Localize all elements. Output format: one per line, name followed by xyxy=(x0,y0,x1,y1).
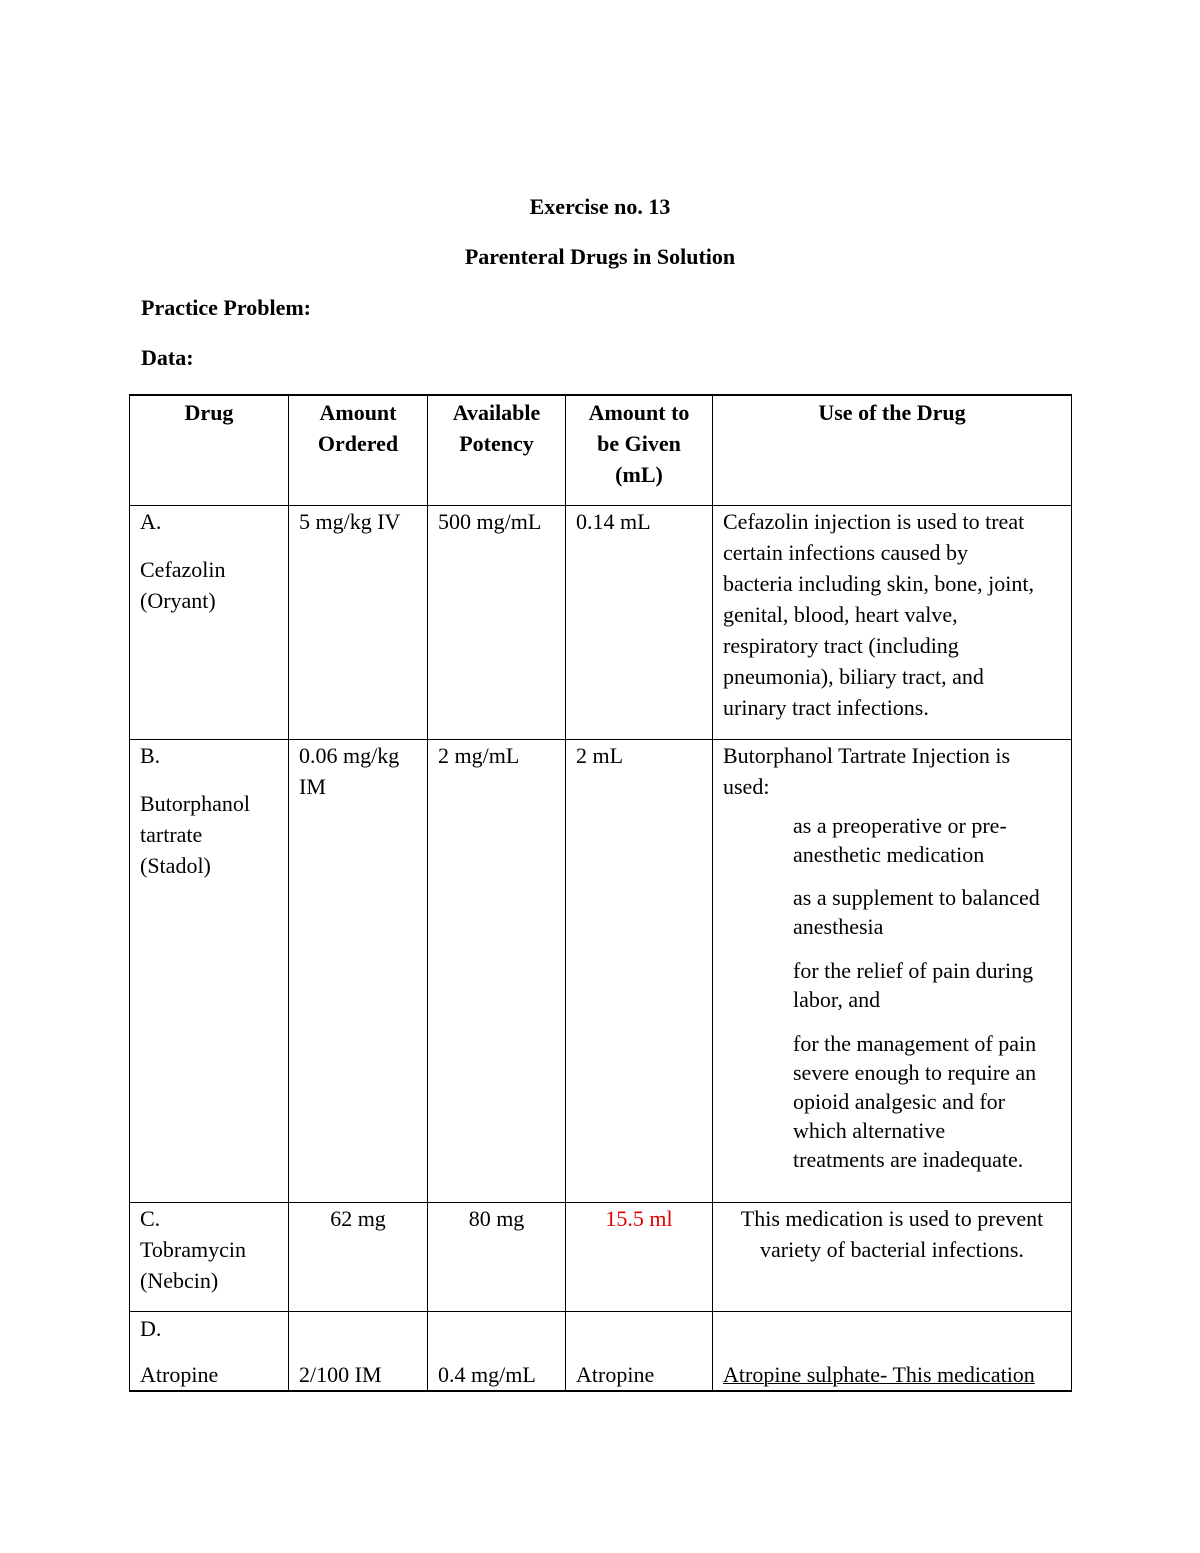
drug-cell: D. Atropine xyxy=(130,1311,289,1391)
amount-ordered-cell: 0.06 mg/kg IM xyxy=(289,739,428,1202)
use-cell: Butorphanol Tartrate Injection is used: as a preoperative or pre- anesthetic medication as a supplement to balanced anesthesia for the relief of pain during labor, and for the management of pain severe enough to require an opioid analgesic and for which alternative treatments are inadequate. xyxy=(713,739,1072,1202)
amount-given-cell: Atropine xyxy=(566,1311,713,1391)
use-cell: Atropine sulphate- This medication xyxy=(713,1311,1072,1391)
table-header-row xyxy=(130,395,1072,505)
exercise-title: Exercise no. 13 xyxy=(529,194,671,219)
amount-given-cell: 0.14 mL xyxy=(566,505,713,739)
use-list-item: for the management of pain severe enough to require an opioid analgesic and for which alternative treatments are inadequate. xyxy=(793,1030,1037,1172)
table-row xyxy=(130,1202,1072,1311)
amount-ordered-cell: 5 mg/kg IV xyxy=(289,505,428,739)
header-drug: Drug xyxy=(130,395,289,505)
header-available-potency: Available Potency xyxy=(428,395,566,505)
amount-ordered-cell: 62 mg xyxy=(289,1202,428,1311)
drug-data-table xyxy=(129,394,1072,1392)
drug-cell: C. Tobramycin (Nebcin) xyxy=(130,1202,289,1311)
amount-given-cell: 15.5 ml xyxy=(566,1202,713,1311)
table-row xyxy=(130,1311,1072,1391)
drug-cell: B. Butorphanol tartrate (Stadol) xyxy=(130,739,289,1202)
available-potency-cell: 2 mg/mL xyxy=(428,739,566,1202)
amount-ordered-cell: 2/100 IM xyxy=(289,1311,428,1391)
available-potency-cell: 500 mg/mL xyxy=(428,505,566,739)
use-cell: Cefazolin injection is used to treat certain infections caused by bacteria including skin, bone, joint, genital, blood, heart valve, respiratory tract (including pneumonia), biliary tract, and urinary tract infections. xyxy=(713,505,1072,739)
header-use-of-drug: Use of the Drug xyxy=(713,395,1072,505)
amount-given-cell: 2 mL xyxy=(566,739,713,1202)
exercise-subtitle: Parenteral Drugs in Solution xyxy=(464,244,736,269)
header-amount-to-be-given: Amount to be Given (mL) xyxy=(566,395,713,505)
data-label: Data: xyxy=(141,345,194,370)
available-potency-cell: 80 mg xyxy=(428,1202,566,1311)
table-row xyxy=(130,739,1072,1202)
drug-cell: A. Cefazolin (Oryant) xyxy=(130,505,289,739)
use-list-item: as a supplement to balanced anesthesia xyxy=(793,884,1040,939)
table-row xyxy=(130,505,1072,739)
use-cell: This medication is used to prevent variety of bacterial infections. xyxy=(713,1202,1072,1311)
use-list-item: for the relief of pain during labor, and xyxy=(793,957,1034,1012)
practice-problem-label: Practice Problem: xyxy=(141,295,312,320)
header-amount-ordered: Amount Ordered xyxy=(289,395,428,505)
use-list-item: as a preoperative or pre- anesthetic medication xyxy=(793,812,1007,867)
available-potency-cell: 0.4 mg/mL xyxy=(428,1311,566,1391)
